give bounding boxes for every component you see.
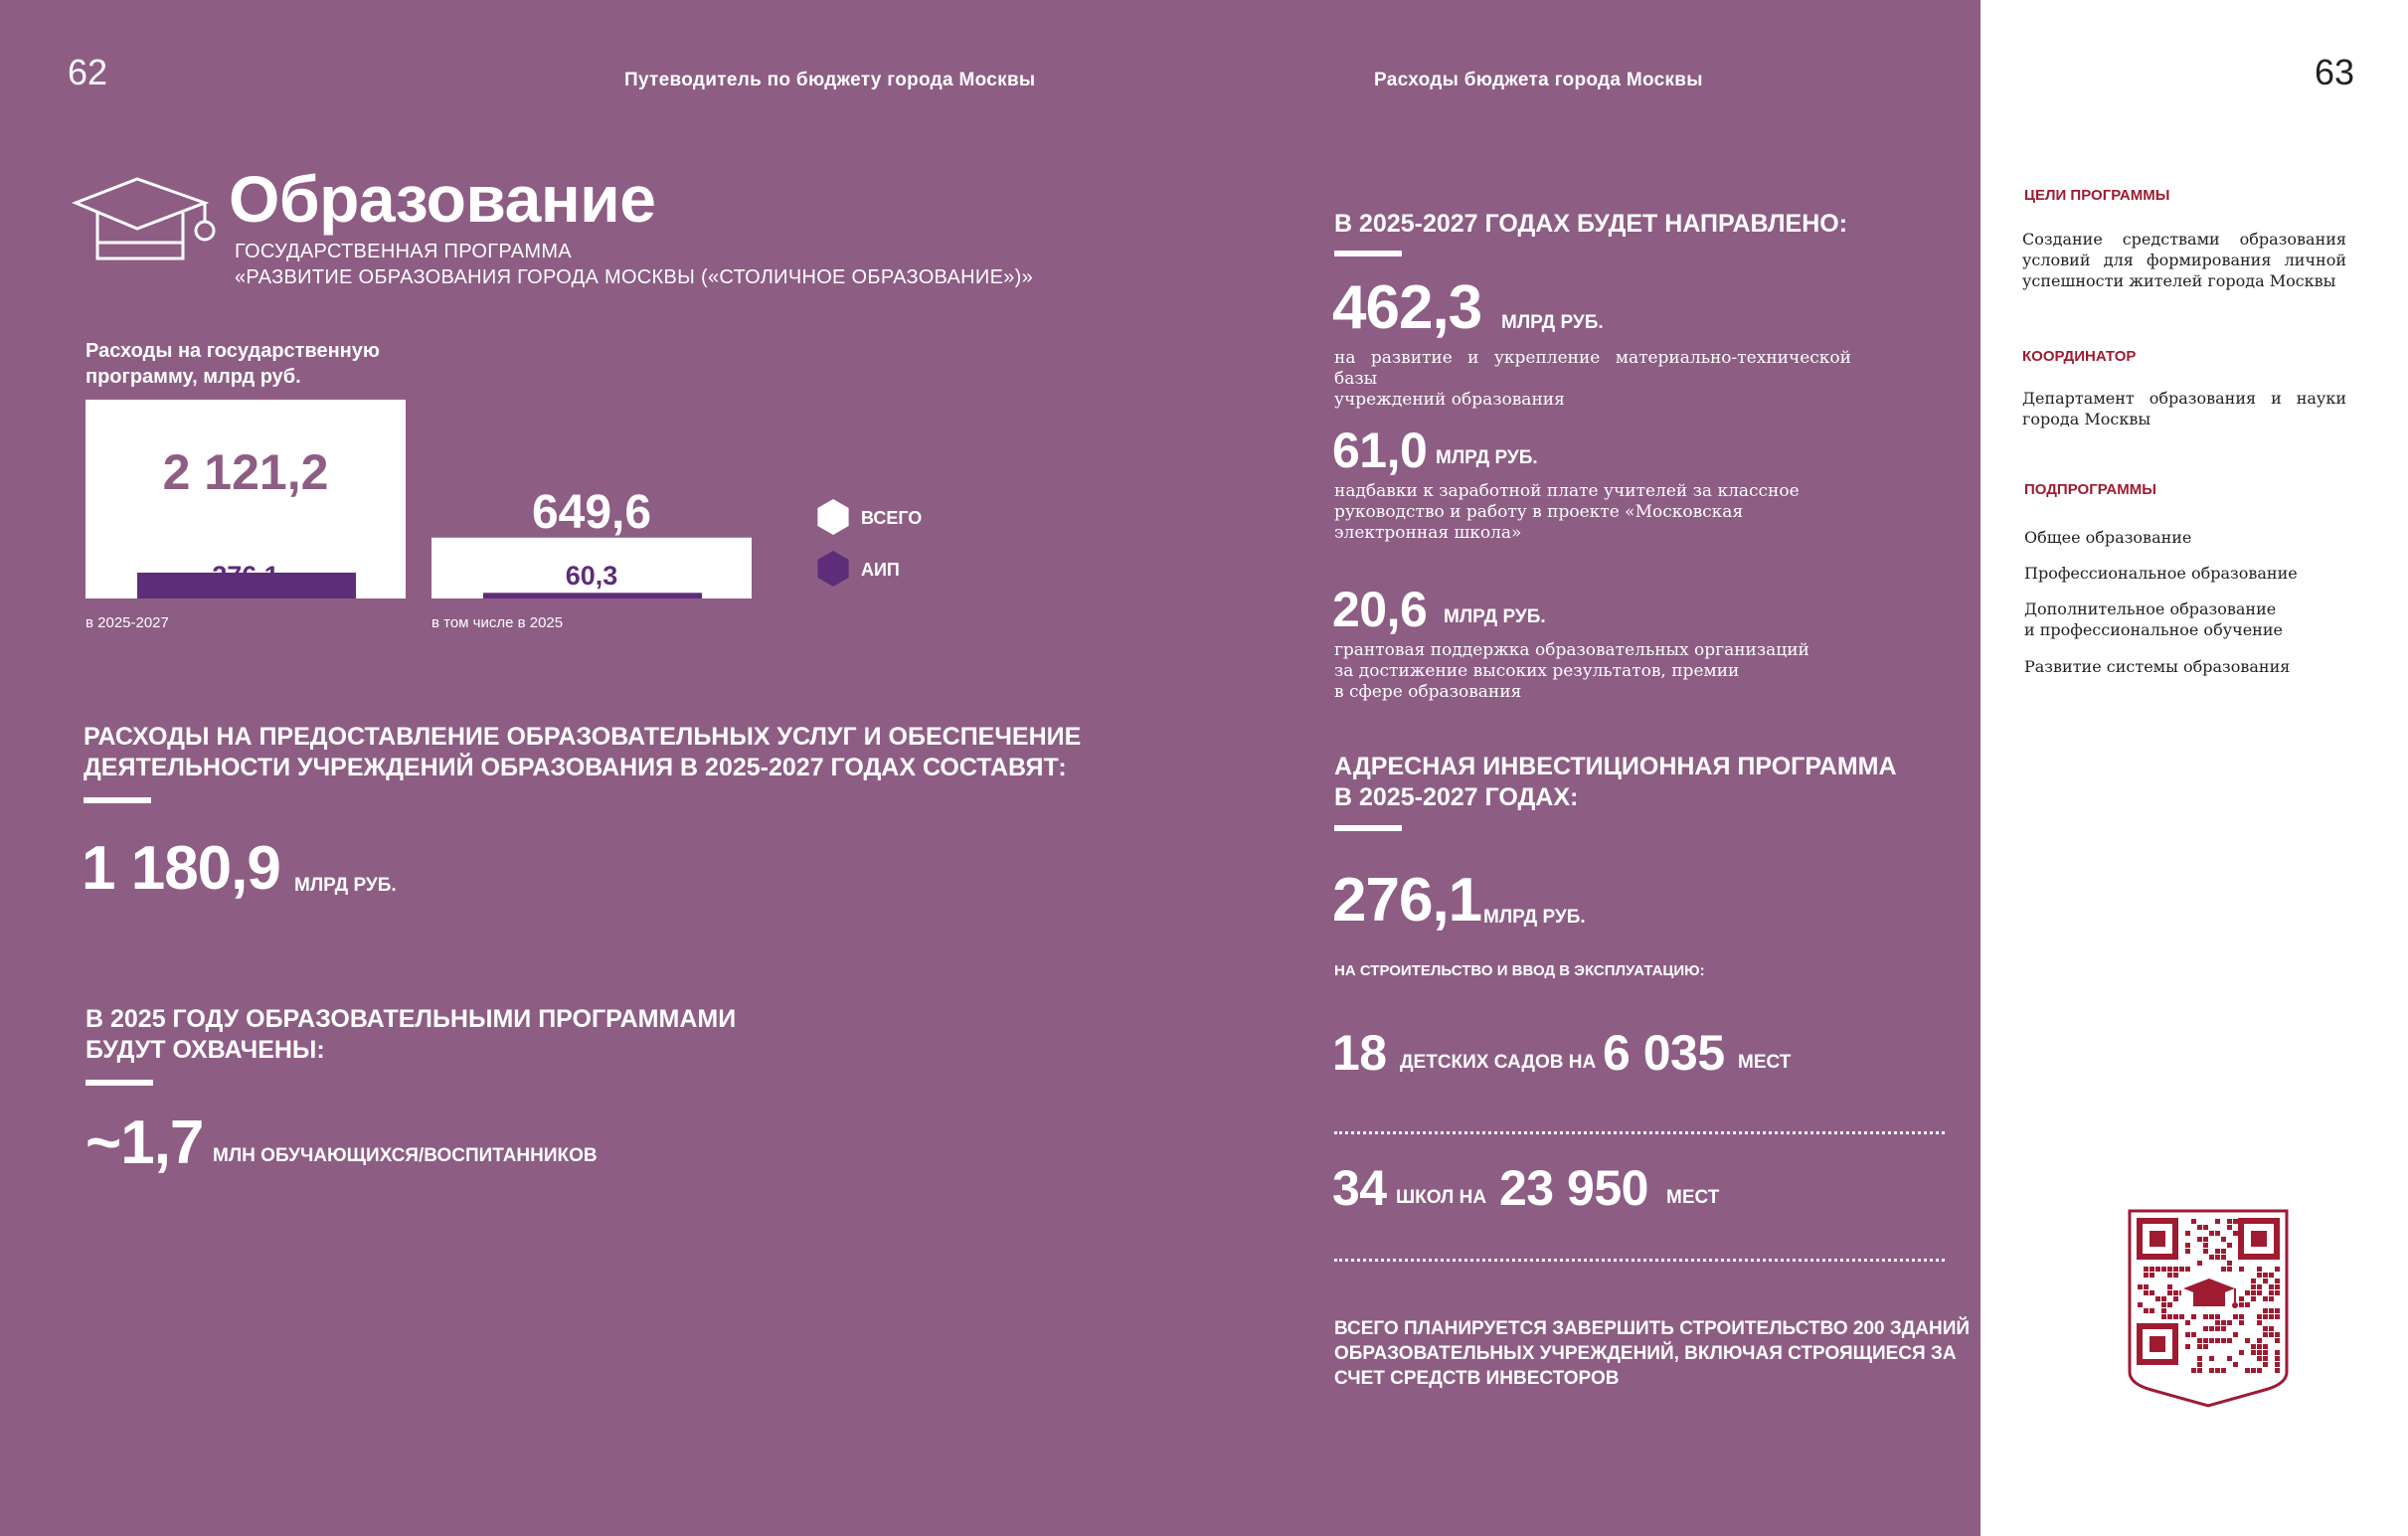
page-number-left: 62 bbox=[68, 52, 108, 92]
dotted-divider bbox=[1334, 1131, 1945, 1134]
desc-line: руководство и работу в проекте «Московская bbox=[1334, 502, 1744, 522]
total-line-3: СЧЕТ СРЕДСТВ ИНВЕСТОРОВ bbox=[1334, 1368, 1620, 1389]
page-number-right: 63 bbox=[2315, 52, 2355, 92]
legend-aip-icon bbox=[817, 551, 848, 587]
directed-desc-3 bbox=[1334, 640, 1811, 703]
aip-total-note bbox=[1334, 1316, 1970, 1391]
coverage-unit: МЛН ОБУЧАЮЩИХСЯ/ВОСПИТАННИКОВ bbox=[213, 1145, 598, 1166]
coordinator-text: Департамент образования и науки города Москвы bbox=[2022, 389, 2346, 428]
aip-subtitle: НА СТРОИТЕЛЬСТВО И ВВОД В ЭКСПЛУАТАЦИЮ: bbox=[1334, 962, 1705, 979]
desc-line: электронная школа» bbox=[1334, 523, 1522, 543]
aip-heading-line-1: АДРЕСНАЯ ИНВЕСТИЦИОННАЯ ПРОГРАММА bbox=[1334, 753, 1897, 780]
subprogram-item: Развитие системы образования bbox=[2024, 657, 2291, 676]
aip-unit: МЛРД РУБ. bbox=[1483, 907, 1586, 928]
total-line-1: ВСЕГО ПЛАНИРУЕТСЯ ЗАВЕРШИТЬ СТРОИТЕЛЬСТВО 200 ЗДАНИЙ bbox=[1334, 1318, 1971, 1339]
coordinator-heading: КООРДИНАТОР bbox=[2022, 348, 2137, 365]
divider bbox=[86, 1080, 153, 1086]
program-name bbox=[235, 239, 1033, 290]
coverage-heading-line-1: В 2025 ГОДУ ОБРАЗОВАТЕЛЬНЫМИ ПРОГРАММАМИ bbox=[86, 1005, 737, 1033]
aip-value: 276,1 bbox=[1332, 866, 1482, 935]
desc-line: учреждений образования bbox=[1334, 390, 1565, 410]
desc-line: на развитие и укрепление материально-технической базы bbox=[1334, 348, 1851, 389]
services-unit: МЛРД РУБ. bbox=[294, 875, 397, 896]
services-heading bbox=[84, 722, 1081, 783]
graduation-cap-icon bbox=[72, 177, 217, 262]
chart-title-line-1: Расходы на государственную bbox=[86, 340, 380, 362]
legend-total-label: ВСЕГО bbox=[861, 508, 923, 528]
category-label: в 2025-2027 bbox=[86, 614, 169, 631]
header-left: Путеводитель по бюджету города Москвы bbox=[624, 70, 1036, 90]
subprogram-item: Дополнительное образование и профессиональное обучение bbox=[2024, 599, 2283, 639]
directed-value-3: 20,6 bbox=[1332, 582, 1428, 637]
kindergartens-places-unit: МЕСТ bbox=[1738, 1052, 1792, 1073]
services-heading-line-1: РАСХОДЫ НА ПРЕДОСТАВЛЕНИЕ ОБРАЗОВАТЕЛЬНЫХ УСЛУГ И ОБЕСПЕЧЕНИЕ bbox=[84, 723, 1082, 751]
kindergartens-places: 6 035 bbox=[1603, 1025, 1725, 1081]
kindergartens-count: 18 bbox=[1332, 1025, 1387, 1081]
services-heading-line-2: ДЕЯТЕЛЬНОСТИ УЧРЕЖДЕНИЙ ОБРАЗОВАНИЯ В 2025-2027 ГОДАХ СОСТАВЯТ: bbox=[84, 754, 1067, 781]
schools-places: 23 950 bbox=[1499, 1160, 1648, 1216]
schools-count: 34 bbox=[1332, 1160, 1387, 1216]
bar-aip bbox=[483, 593, 702, 598]
divider bbox=[1334, 825, 1402, 831]
coverage-value: ~1,7 bbox=[86, 1109, 204, 1177]
subprogram-item: Общее образование bbox=[2024, 528, 2192, 547]
desc-line: за достижение высоких результатов, премии bbox=[1334, 661, 1740, 681]
aip-heading bbox=[1334, 752, 1897, 813]
schools-places-unit: МЕСТ bbox=[1666, 1187, 1720, 1208]
goals-text: Создание средствами образования условий для формирования личной успешности жителей города Москвы bbox=[2022, 230, 2346, 290]
legend-total-icon bbox=[817, 499, 848, 535]
desc-line: грантовая поддержка образовательных организаций bbox=[1334, 640, 1809, 660]
schools-label: ШКОЛ НА bbox=[1396, 1187, 1487, 1208]
expenses-chart bbox=[0, 378, 954, 656]
divider bbox=[84, 797, 151, 803]
dotted-divider bbox=[1334, 1259, 1945, 1262]
coverage-heading-line-2: БУДУТ ОХВАЧЕНЫ: bbox=[86, 1036, 325, 1064]
program-line-2: «РАЗВИТИЕ ОБРАЗОВАНИЯ ГОРОДА МОСКВЫ («СТОЛИЧНОЕ ОБРАЗОВАНИЕ»)» bbox=[235, 266, 1034, 288]
desc-line: в сфере образования bbox=[1334, 682, 1522, 702]
coverage-heading bbox=[86, 1004, 736, 1066]
bar-aip-label: 276,1 bbox=[212, 561, 279, 591]
subprogram-item: Профессиональное образование bbox=[2024, 564, 2298, 583]
directed-value-1: 462,3 bbox=[1332, 273, 1482, 342]
directed-value-2: 61,0 bbox=[1332, 423, 1428, 478]
qr-code-icon[interactable] bbox=[2126, 1207, 2291, 1408]
category-label: в том числе в 2025 bbox=[431, 614, 564, 631]
directed-unit-1: МЛРД РУБ. bbox=[1501, 312, 1604, 333]
directed-unit-2: МЛРД РУБ. bbox=[1436, 447, 1538, 468]
chart-title-line-2: программу, млрд руб. bbox=[86, 366, 301, 388]
aip-heading-line-2: В 2025-2027 ГОДАХ: bbox=[1334, 783, 1579, 811]
bar-total-label: 2 121,2 bbox=[162, 444, 329, 500]
legend-aip-label: АИП bbox=[861, 560, 900, 580]
directed-desc-1 bbox=[1334, 348, 1851, 411]
bar-total-label: 649,6 bbox=[531, 485, 652, 539]
goals-heading: ЦЕЛИ ПРОГРАММЫ bbox=[2024, 187, 2170, 204]
subprograms-heading: ПОДПРОГРАММЫ bbox=[2024, 481, 2156, 498]
page-title: Образование bbox=[229, 162, 656, 236]
divider bbox=[1334, 251, 1402, 256]
bar-aip-label: 60,3 bbox=[565, 561, 618, 591]
program-line-1: ГОСУДАРСТВЕННАЯ ПРОГРАММА bbox=[235, 241, 572, 262]
directed-unit-3: МЛРД РУБ. bbox=[1444, 606, 1546, 627]
directed-desc-2 bbox=[1334, 481, 1802, 544]
desc-line: надбавки к заработной плате учителей за классное bbox=[1334, 481, 1800, 501]
services-value: 1 180,9 bbox=[82, 834, 280, 903]
kindergartens-label: ДЕТСКИХ САДОВ НА bbox=[1400, 1052, 1597, 1073]
directed-heading: В 2025-2027 ГОДАХ БУДЕТ НАПРАВЛЕНО: bbox=[1334, 210, 1848, 238]
total-line-2: ОБРАЗОВАТЕЛЬНЫХ УЧРЕЖДЕНИЙ, ВКЛЮЧАЯ СТРОЯЩИЕСЯ ЗА bbox=[1334, 1343, 1957, 1364]
header-right: Расходы бюджета города Москвы bbox=[1374, 70, 1703, 90]
